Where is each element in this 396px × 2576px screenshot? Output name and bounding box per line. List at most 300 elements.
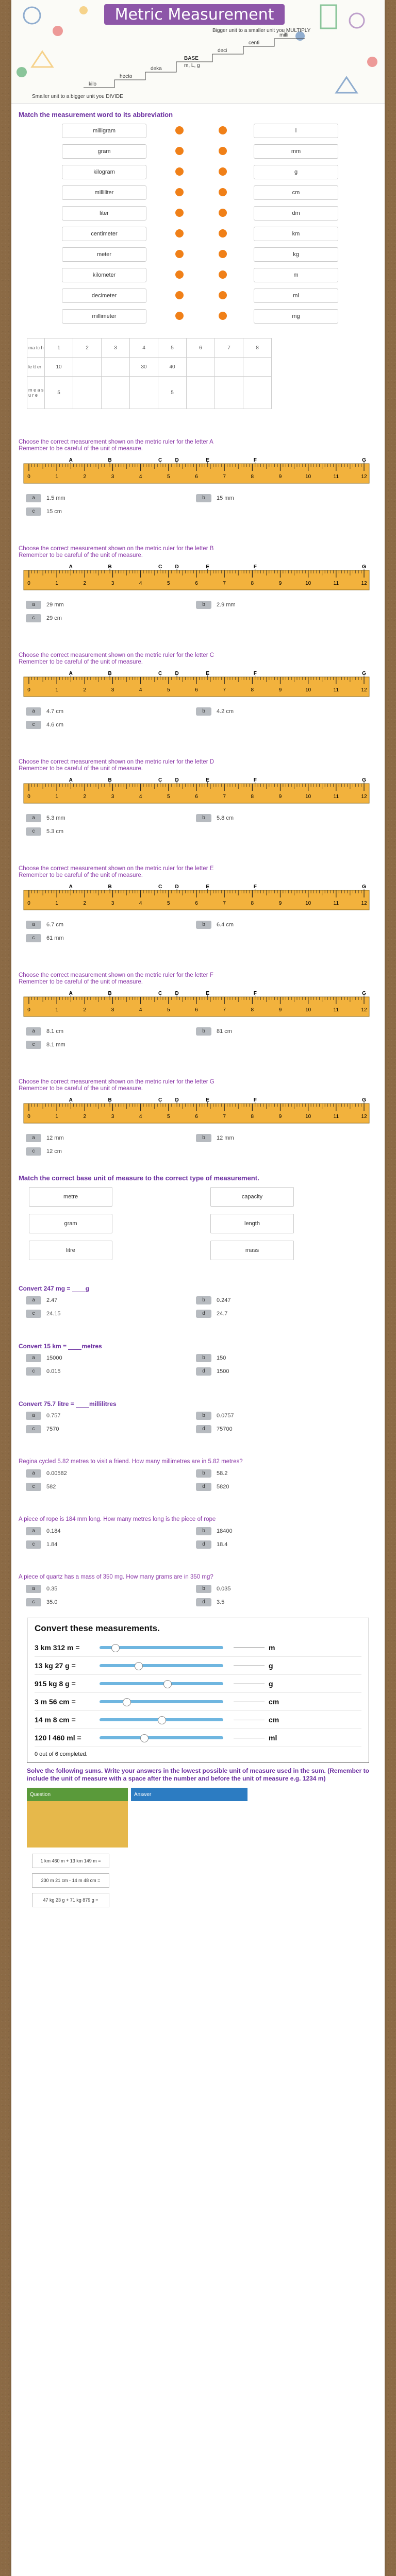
answer-option[interactable] [26, 1367, 180, 1376]
connector-dot[interactable] [175, 147, 184, 155]
answer-option[interactable] [196, 1134, 351, 1142]
answer-options [26, 814, 377, 836]
answer-blank [76, 1401, 89, 1408]
answer-option[interactable] [196, 1585, 351, 1593]
word-problem-text: A piece of quartz has a mass of 350 mg. How many grams are in 350 mg? [19, 1574, 213, 1580]
answer-options [26, 1469, 377, 1491]
option-letter-badge: d [196, 1310, 211, 1318]
option-text: 3.5 [217, 1599, 225, 1605]
match-abbreviation[interactable]: km [254, 227, 338, 241]
answer-grid-cell[interactable] [187, 377, 215, 409]
conversion-prompt [19, 1400, 377, 1408]
match-abbreviation[interactable]: m [254, 268, 338, 282]
slider-handle[interactable] [163, 1680, 172, 1688]
match-row [19, 124, 377, 144]
ruler-number: 3 [111, 581, 114, 586]
ruler-letter: F [253, 1097, 257, 1103]
completion-score: 0 out of 6 completed. [35, 1751, 88, 1757]
ruler-number: 10 [305, 687, 311, 693]
ruler-number: 11 [333, 687, 339, 693]
ruler-number: 12 [361, 794, 367, 800]
ruler-number: 10 [305, 581, 311, 586]
ruler-number: 8 [251, 901, 254, 906]
ruler-number: 6 [195, 1007, 198, 1013]
option-text: 0.35 [46, 1586, 58, 1592]
ruler-letter: B [108, 1097, 112, 1103]
ruler-question-note: Remember to be careful of the unit of measure. [19, 659, 143, 665]
answer-option[interactable] [196, 1310, 351, 1318]
option-letter-badge: b [196, 494, 211, 502]
option-text: 582 [46, 1484, 56, 1490]
answer-drop-zone[interactable] [27, 1801, 128, 1848]
option-text: 0.00582 [46, 1470, 67, 1477]
ruler-number: 12 [361, 901, 367, 906]
convert-unit: ml [269, 1734, 277, 1742]
answer-option[interactable] [196, 921, 351, 929]
match-word[interactable]: kilogram [62, 165, 146, 179]
answer-blank [72, 1285, 86, 1292]
answer-line[interactable] [234, 1665, 265, 1666]
answer-grid-cell[interactable] [102, 377, 130, 409]
answer-option[interactable] [196, 1527, 351, 1535]
draggable-sum[interactable]: 47 kg 23 g + 71 kg 879 g = [32, 1893, 109, 1907]
option-text: 75700 [217, 1426, 233, 1432]
option-letter-badge: d [196, 1483, 211, 1491]
answer-options [26, 494, 377, 516]
answer-grid-header: 5 [158, 338, 187, 358]
word-problem-list [11, 1453, 385, 1611]
answer-grid-cell[interactable] [187, 358, 215, 377]
option-text: 1500 [217, 1368, 229, 1375]
option-letter-badge: c [26, 1598, 41, 1606]
convert-unit: cm [269, 1716, 279, 1724]
slider-handle[interactable] [158, 1716, 166, 1724]
option-letter-badge: a [26, 1296, 41, 1304]
answer-line[interactable] [234, 1737, 265, 1738]
answer-option[interactable] [26, 1134, 180, 1142]
connector-dot[interactable] [175, 167, 184, 176]
base-unit-tile[interactable]: gram [29, 1214, 112, 1233]
ruler-number: 6 [195, 901, 198, 906]
ruler-letter: G [362, 777, 366, 783]
connector-dot[interactable] [175, 126, 184, 134]
answer-option[interactable] [196, 1469, 351, 1478]
answer-grid-cell[interactable]: 30 [130, 358, 158, 377]
ladder-step-deka: deka [151, 66, 162, 72]
answer-grid-cell[interactable] [243, 358, 272, 377]
option-letter-badge: c [26, 1310, 41, 1318]
option-text: 6.7 cm [46, 922, 64, 928]
answer-option[interactable] [26, 1540, 180, 1549]
ruler-number: 0 [27, 901, 30, 906]
ruler-letter: E [206, 564, 210, 570]
connector-dot[interactable] [175, 250, 184, 258]
answer-option[interactable] [196, 1540, 351, 1549]
convert-row [35, 1693, 361, 1711]
answer-option[interactable] [196, 494, 351, 502]
connector-dot[interactable] [219, 126, 227, 134]
match-abbreviation[interactable]: l [254, 124, 338, 138]
answer-options [26, 1027, 377, 1049]
match-word[interactable]: decimeter [62, 289, 146, 303]
answer-option[interactable] [26, 827, 180, 836]
answer-option[interactable] [26, 707, 180, 716]
option-text: 15 cm [46, 509, 62, 515]
ruler-letter: G [362, 1097, 366, 1103]
ruler-number: 9 [278, 1114, 282, 1120]
answer-option[interactable] [26, 614, 180, 622]
option-letter-badge: c [26, 507, 41, 516]
answer-grid-cell[interactable] [73, 358, 102, 377]
answer-grid-header: 6 [187, 338, 215, 358]
convert-unit: m [269, 1643, 275, 1652]
base-unit-section [14, 1167, 382, 1264]
answer-grid-cell[interactable]: 5 [158, 377, 187, 409]
connector-dot[interactable] [175, 270, 184, 279]
measurement-type-tile[interactable]: length [210, 1214, 294, 1233]
metric-ruler [19, 456, 374, 488]
convert-question: 120 l 460 ml = [35, 1734, 81, 1742]
option-text: 5.8 cm [217, 815, 234, 821]
connector-dot[interactable] [219, 229, 227, 238]
draggable-sum[interactable]: 230 m 21 cm - 14 m 48 cm = [32, 1873, 109, 1888]
option-text: 0.247 [217, 1297, 231, 1303]
ruler-letter: A [69, 1097, 73, 1103]
convert-question: 915 kg 8 g = [35, 1680, 76, 1688]
answer-grid-cell[interactable]: 5 [45, 377, 73, 409]
ladder-step-centi: centi [249, 40, 260, 46]
option-letter-badge: b [196, 1469, 211, 1478]
ruler-number: 10 [305, 1114, 311, 1120]
connector-dot[interactable] [175, 291, 184, 299]
draggable-sum[interactable]: 1 km 460 m + 13 km 149 m = [32, 1854, 109, 1868]
ladder-step-hecto: hecto [120, 74, 133, 79]
option-letter-badge: b [196, 1134, 211, 1142]
ruler-number: 1 [55, 794, 58, 800]
option-letter-badge: a [26, 1354, 41, 1362]
base-unit-tile[interactable]: litre [29, 1241, 112, 1260]
answer-option[interactable] [26, 1296, 180, 1304]
match-word[interactable]: milliliter [62, 185, 146, 200]
answer-grid-cell[interactable] [215, 358, 243, 377]
answer-option[interactable] [26, 1412, 180, 1420]
ruler-number: 5 [167, 474, 170, 480]
option-text: 0.0757 [217, 1413, 234, 1419]
answer-option[interactable] [196, 1367, 351, 1376]
option-letter-badge: d [196, 1540, 211, 1549]
conversion-question [14, 1395, 382, 1437]
ruler-letter: A [69, 564, 73, 570]
ruler-number: 10 [305, 1007, 311, 1013]
ruler-number: 5 [167, 1114, 170, 1120]
value-slider[interactable] [100, 1718, 223, 1721]
connector-dot[interactable] [219, 250, 227, 258]
option-letter-badge: a [26, 1585, 41, 1593]
connector-dot[interactable] [175, 188, 184, 196]
connector-dot[interactable] [175, 229, 184, 238]
value-slider[interactable] [100, 1682, 223, 1685]
ruler-number: 1 [55, 1007, 58, 1013]
option-text: 8.1 mm [46, 1042, 65, 1048]
connector-dot[interactable] [175, 209, 184, 217]
option-text: 2.47 [46, 1297, 58, 1303]
match-word[interactable]: meter [62, 247, 146, 262]
measurement-type-tile[interactable]: capacity [210, 1187, 294, 1207]
ruler-letter: E [206, 991, 210, 996]
match-row [19, 165, 377, 185]
ruler-letter: B [108, 991, 112, 996]
answer-options [26, 601, 377, 622]
answer-options [26, 1527, 377, 1549]
ruler-number: 0 [27, 474, 30, 480]
match-word[interactable]: kilometer [62, 268, 146, 282]
answer-option[interactable] [26, 921, 180, 929]
option-text: 18.4 [217, 1541, 228, 1548]
answer-line[interactable] [234, 1719, 265, 1720]
option-letter-badge: a [26, 707, 41, 716]
answer-grid-row2-label: le tt er [27, 358, 45, 377]
option-letter-badge: a [26, 1527, 41, 1535]
answer-options [26, 707, 377, 729]
option-letter-badge: d [196, 1598, 211, 1606]
measurement-type-tile[interactable]: mass [210, 1241, 294, 1260]
answer-option[interactable] [26, 1469, 180, 1478]
match-abbreviation[interactable]: g [254, 165, 338, 179]
match-row [19, 185, 377, 206]
option-letter-badge: a [26, 1027, 41, 1036]
match-row [19, 247, 377, 268]
option-text: 35.0 [46, 1599, 58, 1605]
ruler-number: 6 [195, 687, 198, 693]
answer-line[interactable] [234, 1647, 265, 1648]
ruler-number: 4 [139, 794, 142, 800]
option-text: 24.15 [46, 1311, 61, 1317]
match-word[interactable]: liter [62, 206, 146, 221]
ruler-letter: C [158, 564, 162, 570]
option-letter-badge: d [196, 1367, 211, 1376]
answer-options [26, 921, 377, 942]
connector-dot[interactable] [219, 167, 227, 176]
answer-line[interactable] [234, 1683, 265, 1684]
match-abbreviation[interactable]: mg [254, 309, 338, 324]
ruler-number: 2 [83, 687, 87, 693]
answer-option[interactable] [196, 1296, 351, 1304]
ruler-number: 6 [195, 794, 198, 800]
ruler-question-note: Remember to be careful of the unit of measure. [19, 766, 143, 772]
answer-grid-header: 1 [45, 338, 73, 358]
answer-option[interactable] [26, 601, 180, 609]
answer-grid-cell[interactable]: 10 [45, 358, 73, 377]
option-letter-badge: a [26, 494, 41, 502]
connector-dot[interactable] [219, 270, 227, 279]
option-letter-badge: b [196, 601, 211, 609]
value-slider[interactable] [100, 1736, 223, 1739]
answer-option[interactable] [196, 707, 351, 716]
answer-option[interactable] [26, 814, 180, 822]
option-text: 1.5 mm [46, 495, 65, 501]
option-text: 8.1 cm [46, 1028, 64, 1035]
page-title: Metric Measurement [114, 5, 274, 24]
option-text: 5.3 mm [46, 815, 65, 821]
slider-handle[interactable] [140, 1734, 148, 1742]
ruler-question [14, 434, 382, 520]
match-abbreviation[interactable]: ml [254, 289, 338, 303]
answer-option[interactable] [196, 1027, 351, 1036]
ruler-number: 10 [305, 794, 311, 800]
ruler-container [19, 883, 377, 918]
answer-option[interactable] [196, 1598, 351, 1606]
option-text: 5.3 cm [46, 828, 64, 835]
ruler-number: 5 [167, 687, 170, 693]
ruler-letter: D [175, 457, 179, 463]
answer-grid-cell[interactable]: 40 [158, 358, 187, 377]
answer-option[interactable] [26, 1310, 180, 1318]
metric-ruler [19, 883, 374, 915]
answer-option[interactable] [26, 721, 180, 729]
metric-ruler [19, 670, 374, 702]
option-letter-badge: b [196, 1585, 211, 1593]
connector-dot[interactable] [219, 188, 227, 196]
ruler-number: 7 [223, 794, 226, 800]
answer-option[interactable] [196, 601, 351, 609]
answer-option[interactable] [26, 1041, 180, 1049]
ladder-top-label: Bigger unit to a smaller unit you MULTIPLY [212, 28, 311, 33]
ladder-step-milli: milli [279, 32, 289, 38]
answer-option[interactable] [196, 814, 351, 822]
metric-ruler [19, 990, 374, 1022]
connector-dot[interactable] [175, 312, 184, 320]
answer-line[interactable] [234, 1701, 265, 1702]
ladder-bottom-label: Smaller unit to a bigger unit you DIVIDE [32, 94, 123, 99]
ruler-number: 5 [167, 581, 170, 586]
match-word[interactable]: milligram [62, 124, 146, 138]
answer-option[interactable] [196, 1483, 351, 1491]
ruler-letter: B [108, 777, 112, 783]
ruler-number: 5 [167, 1007, 170, 1013]
slider-handle[interactable] [135, 1662, 143, 1670]
match-abbreviation[interactable]: kg [254, 247, 338, 262]
ruler-letter: F [253, 671, 257, 676]
option-letter-badge: b [196, 1027, 211, 1036]
ruler-question-text: Choose the correct measurement shown on the metric ruler for the letter E [19, 866, 214, 872]
ruler-number: 10 [305, 901, 311, 906]
value-slider[interactable] [100, 1700, 223, 1703]
ruler-number: 8 [251, 474, 254, 480]
match-abbreviation[interactable]: dm [254, 206, 338, 221]
connector-dot[interactable] [219, 147, 227, 155]
answer-option[interactable] [26, 494, 180, 502]
convert-measurement-rows [35, 1639, 361, 1747]
option-text: 12 mm [46, 1135, 64, 1141]
option-letter-badge: a [26, 1469, 41, 1478]
solve-column-headers [27, 1788, 385, 1801]
answer-grid-cell[interactable] [73, 377, 102, 409]
ruler-question-note: Remember to be careful of the unit of measure. [19, 552, 143, 558]
ruler-number: 8 [251, 1007, 254, 1013]
ruler-number: 7 [223, 687, 226, 693]
match-heading: Match the measurement word to its abbreviation [19, 111, 173, 118]
ruler-number: 1 [55, 901, 58, 906]
ruler-number: 4 [139, 474, 142, 480]
answer-option[interactable] [26, 1598, 180, 1606]
match-word[interactable]: millimeter [62, 309, 146, 324]
option-text: 6.4 cm [217, 922, 234, 928]
match-abbreviation[interactable]: cm [254, 185, 338, 200]
ruler-letter: D [175, 1097, 179, 1103]
slider-handle[interactable] [123, 1698, 131, 1706]
ruler-question [14, 967, 382, 1053]
ruler-number: 1 [55, 687, 58, 693]
answer-option[interactable] [26, 1483, 180, 1491]
ruler-number: 1 [55, 474, 58, 480]
ruler-number: 4 [139, 1114, 142, 1120]
ruler-number: 11 [333, 901, 339, 906]
ruler-question-text: Choose the correct measurement shown on the metric ruler for the letter F [19, 972, 213, 978]
ruler-question-note: Remember to be careful of the unit of measure. [19, 872, 143, 878]
ruler-number: 11 [333, 581, 339, 586]
connector-dot[interactable] [219, 209, 227, 217]
value-slider[interactable] [100, 1664, 223, 1667]
option-letter-badge: b [196, 1354, 211, 1362]
match-row [19, 289, 377, 309]
ruler-number: 8 [251, 581, 254, 586]
match-word[interactable]: centimeter [62, 227, 146, 241]
ruler-number: 9 [278, 581, 282, 586]
slider-handle[interactable] [111, 1644, 120, 1652]
word-problem [14, 1568, 382, 1611]
ruler-letter: A [69, 457, 73, 463]
answer-option[interactable] [196, 1354, 351, 1362]
answer-option[interactable] [26, 934, 180, 942]
value-slider[interactable] [100, 1646, 223, 1649]
ruler-letter: G [362, 991, 366, 996]
connector-dot[interactable] [219, 312, 227, 320]
option-text: 4.6 cm [46, 722, 64, 728]
connector-dot[interactable] [219, 291, 227, 299]
answer-grid-cell[interactable] [130, 377, 158, 409]
answer-option[interactable] [26, 1354, 180, 1362]
option-letter-badge: b [196, 1296, 211, 1304]
option-text: 18400 [217, 1528, 233, 1534]
ruler-number: 5 [167, 901, 170, 906]
word-problem [14, 1453, 382, 1495]
ruler-number: 8 [251, 1114, 254, 1120]
answer-option[interactable] [26, 1147, 180, 1156]
answer-option[interactable] [26, 1527, 180, 1535]
answer-option[interactable] [26, 1425, 180, 1433]
answer-option[interactable] [26, 1027, 180, 1036]
answer-option[interactable] [26, 507, 180, 516]
ruler-letter: G [362, 564, 366, 570]
ruler-question [14, 860, 382, 946]
answer-grid-cell[interactable] [102, 358, 130, 377]
ruler-number: 11 [333, 1114, 339, 1120]
answer-option[interactable] [26, 1585, 180, 1593]
answer-grid-row3-label: m e a s u r e [27, 377, 45, 409]
option-text: 7570 [46, 1426, 59, 1432]
answer-option[interactable] [196, 1425, 351, 1433]
option-text: 15 mm [217, 495, 234, 501]
answer-grid-cell[interactable] [215, 377, 243, 409]
ruler-number: 0 [27, 1114, 30, 1120]
match-row [19, 309, 377, 330]
answer-option[interactable] [196, 1412, 351, 1420]
base-unit-tile[interactable]: metre [29, 1187, 112, 1207]
answer-grid-cell[interactable] [243, 377, 272, 409]
ruler-number: 11 [333, 794, 339, 800]
match-word[interactable]: gram [62, 144, 146, 159]
match-abbreviation[interactable]: mm [254, 144, 338, 159]
